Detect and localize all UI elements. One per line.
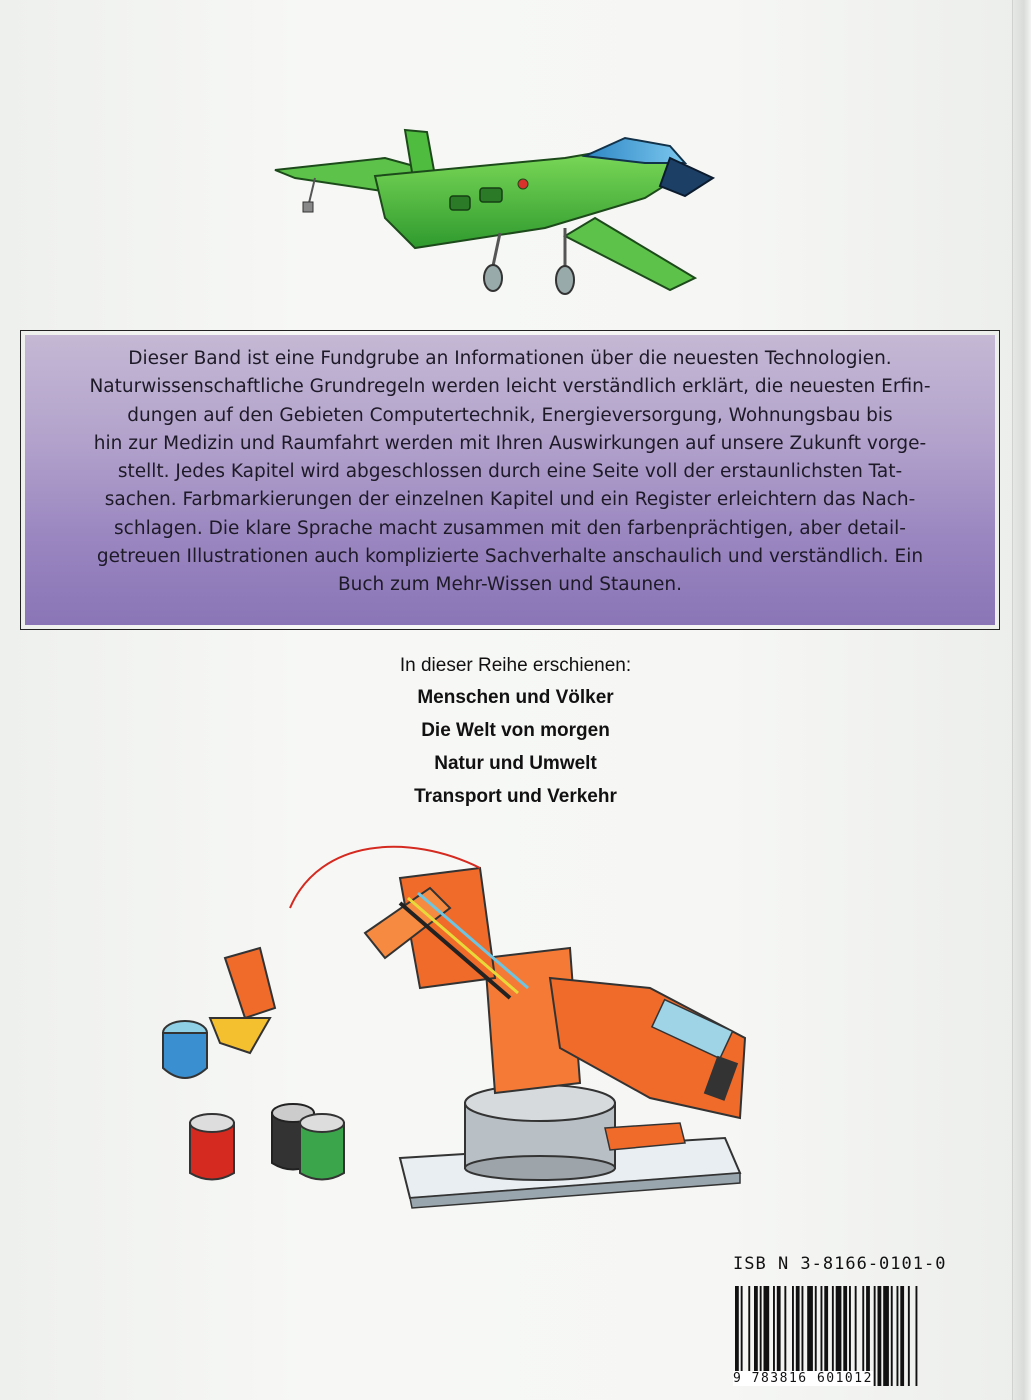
series-title: Die Welt von morgen — [421, 720, 610, 741]
description-text: Dieser Band ist eine Fundgrube an Informationen über die neuesten Technologien. Naturwissenschaftliche Grundregeln werden leicht verständlich erklärt, die neuesten Erfin- dungen auf den Gebieten Computertechnik, Energieversorgung, Wohnungsbau bis hin zur Medizin und Raumfahrt werden mit Ihren Auswirkungen auf unsere Zukunft vorge- stellt. Jedes Kapitel wird abgeschlossen durch eine Seite voll der erstaunlichsten Tat- sachen. Farbmarkierungen der einzelnen Kapitel und ein Register erleichtern das Nach- schlagen. Die klare Sprache macht zusammen mit den farbenprächtigen, aber detail- getreuen Illustrationen auch komplizierte Sachverhalte anschaulich und verständlich. Ein Buch zum Mehr-Wissen und Staunen. — [89, 348, 931, 596]
barcode-bar — [883, 1286, 889, 1386]
description-background — [25, 335, 995, 625]
series-intro: In dieser Reihe erschienen: — [399, 655, 632, 676]
barcode-bar — [900, 1286, 904, 1386]
series-title: Natur und Umwelt — [434, 753, 597, 774]
robot-arm-illustration — [150, 838, 760, 1218]
series-title: Menschen und Völker — [417, 687, 614, 708]
barcode-bar — [897, 1286, 899, 1386]
series-list — [0, 681, 1031, 813]
barcode-bar — [891, 1286, 893, 1386]
description-box — [20, 330, 1000, 630]
barcode-digits: 9 783816 601012 — [733, 1371, 873, 1386]
series-title: Transport und Verkehr — [414, 786, 617, 807]
barcode-bar — [874, 1286, 876, 1386]
barcode-bar — [878, 1286, 882, 1386]
isbn-label: ISB N 3-8166-0101-0 — [733, 1254, 947, 1274]
series-section — [0, 651, 1031, 813]
fighter-jet-illustration — [265, 118, 725, 308]
barcode-bar — [916, 1286, 918, 1386]
barcode-bar — [908, 1286, 910, 1386]
